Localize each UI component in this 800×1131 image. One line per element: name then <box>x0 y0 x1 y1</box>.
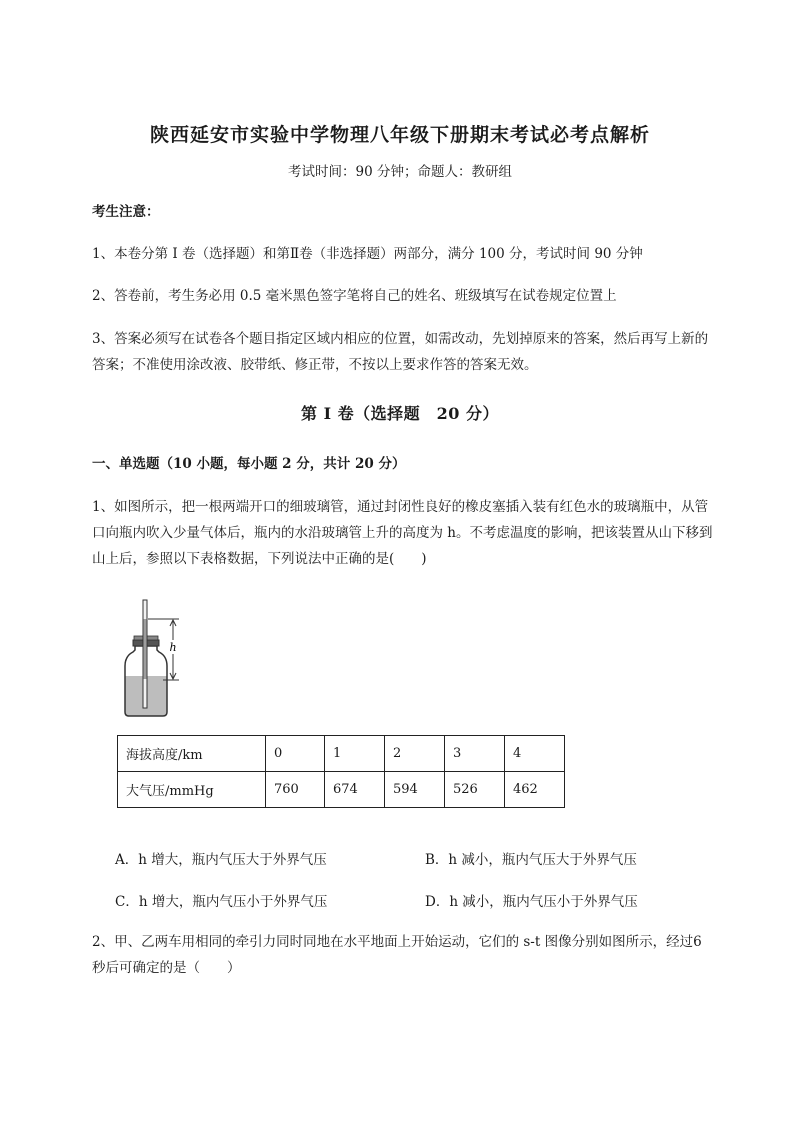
height-label: h <box>169 641 177 654</box>
page-title: 陕西延安市实验中学物理八年级下册期末考试必考点解析 <box>149 124 650 146</box>
section-title: 第 I 卷（选择题 20 分） <box>301 404 499 423</box>
table-cell: 1 <box>325 736 385 772</box>
table-row <box>118 772 565 808</box>
table-cell: 4 <box>505 736 565 772</box>
notice-item-2: 2、答卷前，考生务必用 0.5 毫米黑色签字笔将自己的姓名、班级填写在试卷规定位置上 <box>92 288 617 304</box>
table-cell: 526 <box>445 772 505 808</box>
question-2-text: 2、甲、乙两车用相同的牵引力同时同地在水平地面上开始运动，它们的 s-t 图像分别如图所示，经过6 秒后可确定的是（ ） <box>92 934 702 976</box>
notice-item-1: 1、本卷分第 I 卷（选择题）和第Ⅱ卷（非选择题）两部分，满分 100 分，考试时间 90 分钟 <box>92 246 643 262</box>
table-cell: 大气压/mmHg <box>118 772 266 808</box>
option-c[interactable]: C．h 增大，瓶内气压小于外界气压 <box>115 894 328 910</box>
table-cell: 3 <box>445 736 505 772</box>
option-a[interactable]: A．h 增大，瓶内气压大于外界气压 <box>115 852 327 868</box>
table-cell: 海拔高度/km <box>118 736 266 772</box>
table-cell: 0 <box>266 736 325 772</box>
option-d[interactable]: D．h 减小，瓶内气压小于外界气压 <box>425 894 638 910</box>
table-cell: 760 <box>266 772 325 808</box>
altitude-pressure-table <box>117 735 565 808</box>
exam-info: 考试时间：90 分钟；命题人：教研组 <box>288 164 512 180</box>
part-heading: 一、单选题（10 小题，每小题 2 分，共计 20 分） <box>92 456 406 472</box>
notice-item-3: 3、答案必须写在试卷各个题目指定区域内相应的位置，如需改动，先划掉原来的答案，然后再写上新的答案；不准使用涂改液、胶带纸、修正带，不按以上要求作答的答案无效。 <box>92 331 709 373</box>
table-cell: 674 <box>325 772 385 808</box>
table-cell: 462 <box>505 772 565 808</box>
table-cell: 594 <box>385 772 445 808</box>
option-b[interactable]: B．h 减小，瓶内气压大于外界气压 <box>425 852 637 868</box>
table-cell: 2 <box>385 736 445 772</box>
table-row <box>118 736 565 772</box>
notice-heading: 考生注意： <box>92 204 160 220</box>
question-1-text: 1、如图所示，把一根两端开口的细玻璃管，通过封闭性良好的橡皮塞插入装有红色水的玻璃瓶中，从管口向瓶内吹入少量气体后，瓶内的水沿玻璃管上升的高度为 h。不考虑温度的影响，把该装置从山下移到山上后，参照以下表格数据，下列说法中正确的是( ) <box>92 499 713 567</box>
bottle-tube-figure <box>115 596 195 721</box>
